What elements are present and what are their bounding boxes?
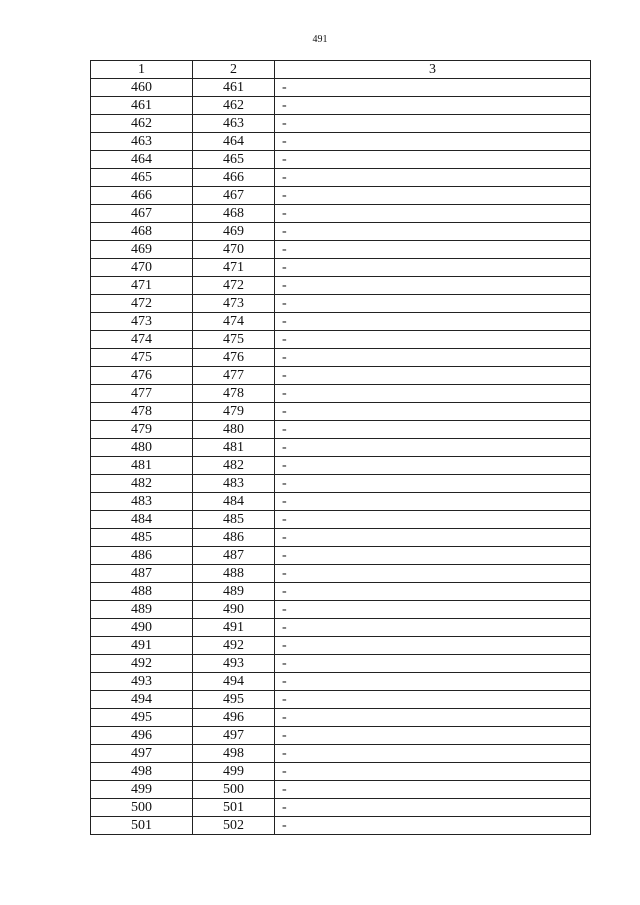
table-row: [91, 799, 591, 817]
table-cell-col1: 488: [91, 583, 193, 601]
table-cell-col1: 486: [91, 547, 193, 565]
column-header-1: 1: [91, 61, 193, 79]
table-cell-col1: 471: [91, 277, 193, 295]
table-cell-col1: 495: [91, 709, 193, 727]
table-cell-col3: -: [275, 439, 591, 457]
table-row: [91, 583, 591, 601]
table-cell-col3: -: [275, 691, 591, 709]
table-cell-col2: 501: [193, 799, 275, 817]
table-row: [91, 151, 591, 169]
table-cell-col1: 460: [91, 79, 193, 97]
table-cell-col2: 502: [193, 817, 275, 835]
table-cell-col3: -: [275, 331, 591, 349]
table-row: [91, 763, 591, 781]
table-cell-col3: -: [275, 619, 591, 637]
table-row: [91, 493, 591, 511]
table-cell-col1: 463: [91, 133, 193, 151]
table-row: [91, 313, 591, 331]
page-number: 491: [312, 34, 328, 45]
table-row: [91, 637, 591, 655]
table-cell-col2: 495: [193, 691, 275, 709]
table-cell-col1: 464: [91, 151, 193, 169]
table-row: [91, 529, 591, 547]
table-row: [91, 511, 591, 529]
table-row: [91, 457, 591, 475]
table-cell-col3: -: [275, 493, 591, 511]
table-cell-col2: 477: [193, 367, 275, 385]
table-cell-col1: 470: [91, 259, 193, 277]
table-row: [91, 169, 591, 187]
table-cell-col1: 485: [91, 529, 193, 547]
table-cell-col1: 477: [91, 385, 193, 403]
table-cell-col3: -: [275, 529, 591, 547]
table-cell-col1: 478: [91, 403, 193, 421]
table-cell-col2: 493: [193, 655, 275, 673]
table-row: [91, 403, 591, 421]
table-cell-col1: 472: [91, 295, 193, 313]
table-row: [91, 241, 591, 259]
table-cell-col3: -: [275, 583, 591, 601]
table-cell-col1: 499: [91, 781, 193, 799]
table-cell-col1: 497: [91, 745, 193, 763]
table-cell-col2: 479: [193, 403, 275, 421]
table-cell-col3: -: [275, 403, 591, 421]
table-row: [91, 817, 591, 835]
table-row: [91, 421, 591, 439]
table-cell-col1: 469: [91, 241, 193, 259]
table-row: [91, 709, 591, 727]
table-cell-col3: -: [275, 151, 591, 169]
table-row: [91, 619, 591, 637]
table-row: [91, 691, 591, 709]
document-table: [90, 60, 591, 835]
table-body: [91, 79, 591, 835]
table-row: [91, 295, 591, 313]
table-cell-col3: -: [275, 457, 591, 475]
table-cell-col2: 471: [193, 259, 275, 277]
table-cell-col1: 498: [91, 763, 193, 781]
table-row: [91, 223, 591, 241]
table-row: [91, 133, 591, 151]
table-cell-col3: -: [275, 781, 591, 799]
table-cell-col3: -: [275, 547, 591, 565]
table-cell-col3: -: [275, 799, 591, 817]
table-cell-col2: 482: [193, 457, 275, 475]
table-cell-col2: 488: [193, 565, 275, 583]
table-cell-col2: 461: [193, 79, 275, 97]
table-cell-col2: 476: [193, 349, 275, 367]
table-row: [91, 385, 591, 403]
table-row: [91, 673, 591, 691]
table-cell-col2: 499: [193, 763, 275, 781]
table-cell-col3: -: [275, 295, 591, 313]
table-row: [91, 205, 591, 223]
table-row: [91, 601, 591, 619]
table-cell-col3: -: [275, 133, 591, 151]
table-cell-col3: -: [275, 763, 591, 781]
table-row: [91, 277, 591, 295]
table-cell-col3: -: [275, 97, 591, 115]
table-cell-col1: 493: [91, 673, 193, 691]
table-cell-col1: 480: [91, 439, 193, 457]
table-cell-col3: -: [275, 655, 591, 673]
table-cell-col3: -: [275, 223, 591, 241]
table-row: [91, 97, 591, 115]
table-cell-col1: 465: [91, 169, 193, 187]
table-cell-col3: -: [275, 385, 591, 403]
table-cell-col3: -: [275, 817, 591, 835]
table-cell-col3: -: [275, 637, 591, 655]
table-cell-col2: 481: [193, 439, 275, 457]
table-cell-col2: 469: [193, 223, 275, 241]
column-header-3: 3: [275, 61, 591, 79]
table-cell-col1: 476: [91, 367, 193, 385]
table-cell-col1: 492: [91, 655, 193, 673]
table-row: [91, 187, 591, 205]
table-cell-col2: 462: [193, 97, 275, 115]
table-cell-col3: -: [275, 241, 591, 259]
table-row: [91, 439, 591, 457]
table-cell-col1: 487: [91, 565, 193, 583]
table-row: [91, 79, 591, 97]
table-cell-col1: 481: [91, 457, 193, 475]
table-cell-col1: 483: [91, 493, 193, 511]
table-cell-col1: 490: [91, 619, 193, 637]
table-cell-col2: 498: [193, 745, 275, 763]
table-cell-col3: -: [275, 205, 591, 223]
table-cell-col2: 474: [193, 313, 275, 331]
table-row: [91, 475, 591, 493]
table-cell-col1: 475: [91, 349, 193, 367]
table-cell-col2: 483: [193, 475, 275, 493]
table-cell-col3: -: [275, 745, 591, 763]
table-cell-col3: -: [275, 421, 591, 439]
table-cell-col1: 462: [91, 115, 193, 133]
table-cell-col2: 485: [193, 511, 275, 529]
table-cell-col1: 461: [91, 97, 193, 115]
table-cell-col2: 473: [193, 295, 275, 313]
table-cell-col1: 473: [91, 313, 193, 331]
table-cell-col3: -: [275, 313, 591, 331]
table-cell-col3: -: [275, 277, 591, 295]
table-cell-col1: 491: [91, 637, 193, 655]
table-cell-col3: -: [275, 511, 591, 529]
table-cell-col2: 463: [193, 115, 275, 133]
table-row: [91, 745, 591, 763]
table-row: [91, 727, 591, 745]
table-cell-col1: 474: [91, 331, 193, 349]
table-row: [91, 781, 591, 799]
table-cell-col1: 482: [91, 475, 193, 493]
table-cell-col2: 494: [193, 673, 275, 691]
table-cell-col2: 466: [193, 169, 275, 187]
table-cell-col3: -: [275, 367, 591, 385]
table-row: [91, 565, 591, 583]
table-cell-col3: -: [275, 187, 591, 205]
table-cell-col1: 496: [91, 727, 193, 745]
table-cell-col2: 491: [193, 619, 275, 637]
table-cell-col2: 467: [193, 187, 275, 205]
table-cell-col3: -: [275, 169, 591, 187]
table-cell-col1: 479: [91, 421, 193, 439]
table-cell-col2: 500: [193, 781, 275, 799]
table-cell-col2: 475: [193, 331, 275, 349]
table-cell-col1: 484: [91, 511, 193, 529]
table-cell-col3: -: [275, 115, 591, 133]
table-cell-col2: 496: [193, 709, 275, 727]
table-cell-col3: -: [275, 349, 591, 367]
table-cell-col2: 468: [193, 205, 275, 223]
table-cell-col1: 494: [91, 691, 193, 709]
table-cell-col2: 478: [193, 385, 275, 403]
table-row: [91, 367, 591, 385]
table-cell-col1: 489: [91, 601, 193, 619]
table-cell-col3: -: [275, 727, 591, 745]
table-row: [91, 259, 591, 277]
table-cell-col2: 484: [193, 493, 275, 511]
table-row: [91, 331, 591, 349]
table-cell-col2: 497: [193, 727, 275, 745]
table-cell-col2: 472: [193, 277, 275, 295]
table-cell-col1: 500: [91, 799, 193, 817]
table-cell-col1: 467: [91, 205, 193, 223]
table-header: [91, 61, 591, 79]
table-cell-col1: 501: [91, 817, 193, 835]
column-header-2: 2: [193, 61, 275, 79]
table-cell-col1: 468: [91, 223, 193, 241]
table-cell-col2: 480: [193, 421, 275, 439]
table-cell-col3: -: [275, 475, 591, 493]
table-cell-col2: 489: [193, 583, 275, 601]
table-row: [91, 115, 591, 133]
table-cell-col3: -: [275, 673, 591, 691]
table-cell-col3: -: [275, 565, 591, 583]
table-cell-col2: 464: [193, 133, 275, 151]
table-cell-col2: 492: [193, 637, 275, 655]
table-cell-col3: -: [275, 709, 591, 727]
table-row: [91, 547, 591, 565]
table-cell-col3: -: [275, 259, 591, 277]
table-cell-col1: 466: [91, 187, 193, 205]
table-cell-col2: 486: [193, 529, 275, 547]
table-row: [91, 349, 591, 367]
table-cell-col3: -: [275, 79, 591, 97]
table-cell-col2: 490: [193, 601, 275, 619]
table-row: [91, 655, 591, 673]
table-cell-col2: 465: [193, 151, 275, 169]
table-cell-col2: 487: [193, 547, 275, 565]
table-cell-col3: -: [275, 601, 591, 619]
header-row: [91, 61, 591, 79]
table-cell-col2: 470: [193, 241, 275, 259]
